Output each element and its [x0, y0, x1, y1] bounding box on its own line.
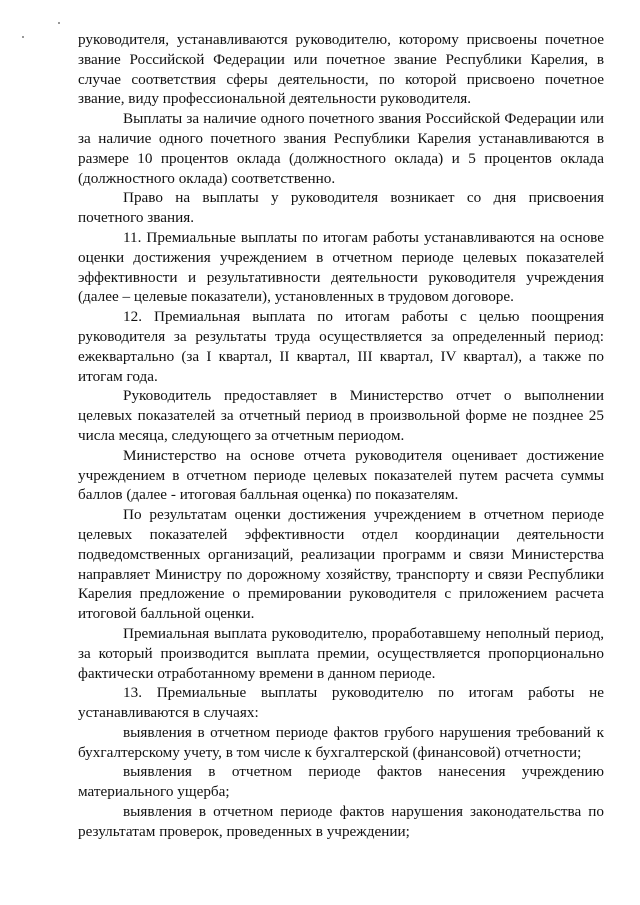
- paragraph-assessment-results: По результатам оценки достижения учреждением в отчетном периоде целевых показателей эффективности отдел координации деятельности подведомственных организаций, реализации программ и связи Министерства направляет Министру по дорожному хозяйству, транспорту и связи Республики Карелия предложение о премировании руководителя с приложением расчета итоговой балльной оценки.: [78, 506, 604, 623]
- document-body: [78, 30, 604, 842]
- paragraph-continuation: руководителя, устанавливаются руководителю, которому присвоены почетное звание Российской Федерации или почетное звание Республики Карелия, в случае соответствия сферы деятельности, по которой присвоено почетное звание, виду профессиональной деятельности руководителя.: [78, 31, 604, 108]
- paragraph-item-12: 12. Премиальная выплата по итогам работы с целью поощрения руководителя за результаты труда осуществляется за определенный период: ежеквартально (за I квартал, II квартал, III квартал, IV квартал), а также по итогам года.: [78, 308, 604, 385]
- paragraph-right-to-payments: Право на выплаты у руководителя возникает со дня присвоения почетного звания.: [78, 189, 604, 227]
- scan-artifact-dot: [22, 36, 24, 38]
- paragraph-item-13: 13. Премиальные выплаты руководителю по итогам работы не устанавливаются в случаях:: [78, 684, 604, 722]
- paragraph-case-law-violation: выявления в отчетном периоде фактов нарушения законодательства по результатам проверок, проведенных в учреждении;: [78, 803, 604, 840]
- paragraph-honorary-title-payments: Выплаты за наличие одного почетного звания Российской Федерации или за наличие одного почетного звания Республики Карелия устанавливаются в размере 10 процентов оклада (должностного оклада) и 5 процентов оклада (должностного оклада) соответственно.: [78, 110, 604, 187]
- paragraph-case-accounting-violation: выявления в отчетном периоде фактов грубого нарушения требований к бухгалтерскому учету, в том числе к бухгалтерской (финансовой) отчетности;: [78, 723, 604, 761]
- paragraph-item-11: 11. Премиальные выплаты по итогам работы устанавливаются на основе оценки достижения учреждением в отчетном периоде целевых показателей эффективности и результативности деятельности руководителя учреждения (далее – целевые показатели), установленных в трудовом договоре.: [78, 228, 604, 306]
- scan-artifact-dot: [58, 22, 60, 24]
- paragraph-report-submission: Руководитель предоставляет в Министерство отчет о выполнении целевых показателей за отчетный период в произвольной форме не позднее 25 числа месяца, следующего за отчетным периодом.: [78, 387, 604, 444]
- paragraph-partial-period: Премиальная выплата руководителю, проработавшему неполный период, за который производится выплата премии, осуществляется пропорционально фактически отработанному времени в данном периоде.: [78, 624, 604, 682]
- paragraph-case-material-damage: выявления в отчетном периоде фактов нанесения учреждению материального ущерба;: [78, 763, 604, 801]
- paragraph-ministry-assessment: Министерство на основе отчета руководителя оценивает достижение учреждением в отчетном периоде целевых показателей путем расчета суммы баллов (далее - итоговая балльная оценка) по показателям.: [78, 446, 604, 504]
